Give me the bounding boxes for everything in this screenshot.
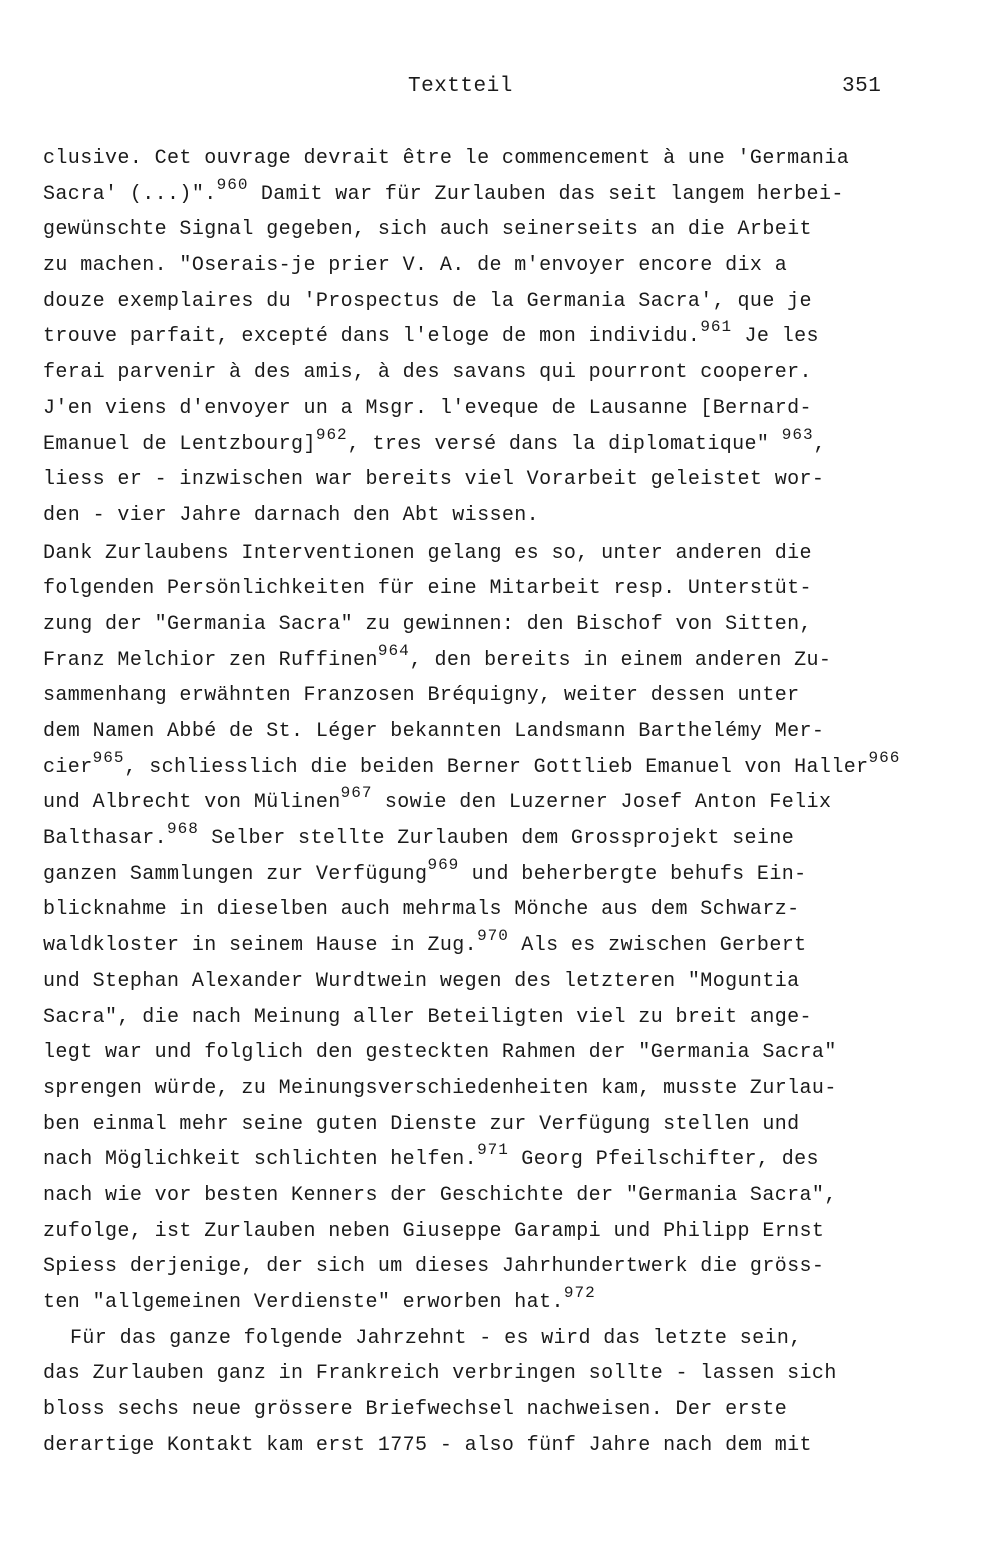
text-segment: Emanuel de Lentzbourg]: [43, 432, 316, 456]
text-segment: sowie den Luzerner Josef Anton Felix: [372, 791, 832, 815]
text-segment: , tres versé dans la diplomatique": [347, 432, 782, 456]
text-line: [43, 785, 943, 821]
text-segment: clusive. Cet ouvrage devrait être le commencement à une 'Germania: [43, 147, 850, 170]
text-segment: das Zurlauben ganz in Frankreich verbringen sollte - lassen sich: [43, 1362, 837, 1386]
text-line: [43, 177, 943, 213]
text-line: [43, 1392, 943, 1428]
text-line: [43, 427, 943, 463]
text-line: [43, 498, 943, 534]
text-segment: nach Möglichkeit schlichten helfen.: [43, 1148, 478, 1172]
footnote-marker: 963: [781, 425, 814, 444]
text-line: [43, 964, 943, 1000]
footnote-marker: 971: [477, 1141, 509, 1160]
footnote-marker: 960: [216, 175, 249, 194]
footnote-marker: 967: [340, 784, 373, 803]
text-line: [43, 319, 943, 355]
text-segment: Als es zwischen Gerbert: [508, 934, 807, 958]
text-segment: derartige Kontakt kam erst 1775 - also fünf Jahre nach dem mit: [43, 1433, 812, 1457]
text-segment: Je les: [732, 325, 819, 349]
footnote-marker: 961: [700, 318, 733, 337]
text-segment: , schliesslich die beiden Berner Gottlieb Emanuel von Haller: [124, 755, 869, 779]
text-line: [43, 1428, 943, 1464]
text-line: [43, 536, 943, 572]
text-segment: Dank Zurlaubens Interventionen gelang es so, unter anderen die: [43, 541, 812, 565]
footnote-marker: 964: [377, 641, 410, 660]
text-segment: Selber stellte Zurlauben dem Grossprojekt seine: [198, 827, 795, 851]
text-segment: waldkloster in seinem Hause in Zug.: [43, 934, 478, 958]
footnote-marker: 970: [477, 927, 509, 946]
text-segment: sprengen würde, zu Meinungsverschiedenheiten kam, musste Zurlau-: [43, 1076, 837, 1100]
body-text: [43, 141, 943, 1463]
page-number: 351: [842, 75, 882, 98]
text-segment: douze exemplaires du 'Prospectus de la Germania Sacra', que je: [43, 289, 812, 313]
text-line: [43, 643, 943, 679]
text-line: [43, 750, 943, 786]
text-segment: zu machen. "Oserais-je prier V. A. de m'envoyer encore dix a: [43, 254, 788, 278]
text-segment: Franz Melchior zen Ruffinen: [43, 648, 378, 672]
text-segment: nach wie vor besten Kenners der Geschichte der "Germania Sacra",: [43, 1183, 837, 1207]
text-segment: legt war und folglich den gesteckten Rahmen der "Germania Sacra": [43, 1041, 837, 1065]
text-line: [43, 1000, 943, 1036]
text-segment: Für das ganze folgende Jahrzehnt - es wird das letzte sein,: [70, 1326, 802, 1350]
text-line: [43, 678, 943, 714]
text-line: [43, 1107, 943, 1143]
text-segment: ben einmal mehr seine guten Dienste zur Verfügung stellen und: [43, 1112, 800, 1136]
text-line: [43, 248, 943, 284]
text-segment: , den bereits in einem anderen Zu-: [409, 648, 832, 672]
text-segment: und Albrecht von Mülinen: [43, 791, 341, 815]
text-segment: blicknahme in dieselben auch mehrmals Mönche aus dem Schwarz-: [43, 898, 800, 922]
text-segment: Damit war für Zurlauben das seit langem herbei-: [248, 182, 844, 206]
footnote-marker: 966: [868, 748, 901, 767]
text-segment: zufolge, ist Zurlauben neben Giuseppe Garampi und Philipp Ernst: [43, 1219, 825, 1243]
text-line: [43, 607, 943, 643]
text-line: [43, 1035, 943, 1071]
text-line: [43, 1214, 943, 1250]
footnote-marker: 965: [92, 748, 125, 767]
text-segment: ganzen Sammlungen zur Verfügung: [43, 862, 428, 886]
text-line: [43, 141, 943, 177]
text-line: [43, 1071, 943, 1107]
text-segment: Balthasar.: [43, 827, 168, 851]
text-segment: zung der "Germania Sacra" zu gewinnen: den Bischof von Sitten,: [43, 612, 812, 636]
text-segment: liess er - inzwischen war bereits viel Vorarbeit geleistet wor-: [43, 468, 825, 492]
text-segment: dem Namen Abbé de St. Léger bekannten Landsmann Barthelémy Mer-: [43, 720, 825, 743]
text-line: [43, 928, 943, 964]
text-line: [43, 355, 943, 391]
text-line: [43, 1285, 943, 1321]
text-segment: bloss sechs neue grössere Briefwechsel nachweisen. Der erste: [43, 1398, 788, 1422]
text-segment: sammenhang erwähnten Franzosen Bréquigny, weiter dessen unter: [43, 684, 800, 708]
text-line: [43, 1178, 943, 1214]
text-line: [43, 462, 943, 498]
text-segment: trouve parfait, excepté dans l'eloge de mon individu.: [43, 325, 701, 349]
text-segment: folgenden Persönlichkeiten für eine Mitarbeit resp. Unterstüt-: [43, 577, 812, 601]
text-segment: gewünschte Signal gegeben, sich auch seinerseits an die Arbeit: [43, 218, 812, 242]
text-line: [43, 1142, 943, 1178]
text-line: [43, 1249, 943, 1285]
text-line: [43, 714, 943, 750]
text-line: [43, 857, 943, 893]
text-segment: cier: [43, 755, 93, 779]
text-line: [43, 212, 943, 248]
text-segment: ferai parvenir à des amis, à des savans qui pourront cooperer.: [43, 361, 812, 385]
text-segment: ,: [813, 432, 826, 456]
running-title: Textteil: [408, 75, 513, 98]
text-line: [43, 892, 943, 928]
text-line: [43, 821, 943, 857]
text-segment: Sacra' (...)".: [43, 182, 217, 206]
text-segment: ten "allgemeinen Verdienste" erworben hat.: [43, 1291, 564, 1314]
footnote-marker: 962: [315, 425, 348, 444]
text-segment: den - vier Jahre darnach den Abt wissen.: [43, 503, 540, 527]
text-segment: und Stephan Alexander Wurdtwein wegen des letzteren "Moguntia: [43, 969, 800, 993]
text-segment: und beherbergte behufs Ein-: [459, 862, 807, 886]
page-header: [0, 72, 1000, 102]
text-line: [43, 284, 943, 320]
footnote-marker: 972: [563, 1284, 596, 1302]
text-line: [43, 1321, 943, 1357]
text-segment: Spiess derjenige, der sich um dieses Jahrhundertwerk die gröss-: [43, 1255, 825, 1279]
text-line: [43, 571, 943, 607]
text-line: [43, 1356, 943, 1392]
text-segment: Georg Pfeilschifter, des: [508, 1148, 819, 1172]
footnote-marker: 969: [427, 855, 460, 874]
text-segment: J'en viens d'envoyer un a Msgr. l'eveque de Lausanne [Bernard-: [43, 396, 812, 420]
footnote-marker: 968: [167, 820, 199, 839]
text-segment: Sacra", die nach Meinung aller Beteiligten viel zu breit ange-: [43, 1005, 812, 1029]
text-line: [43, 391, 943, 427]
